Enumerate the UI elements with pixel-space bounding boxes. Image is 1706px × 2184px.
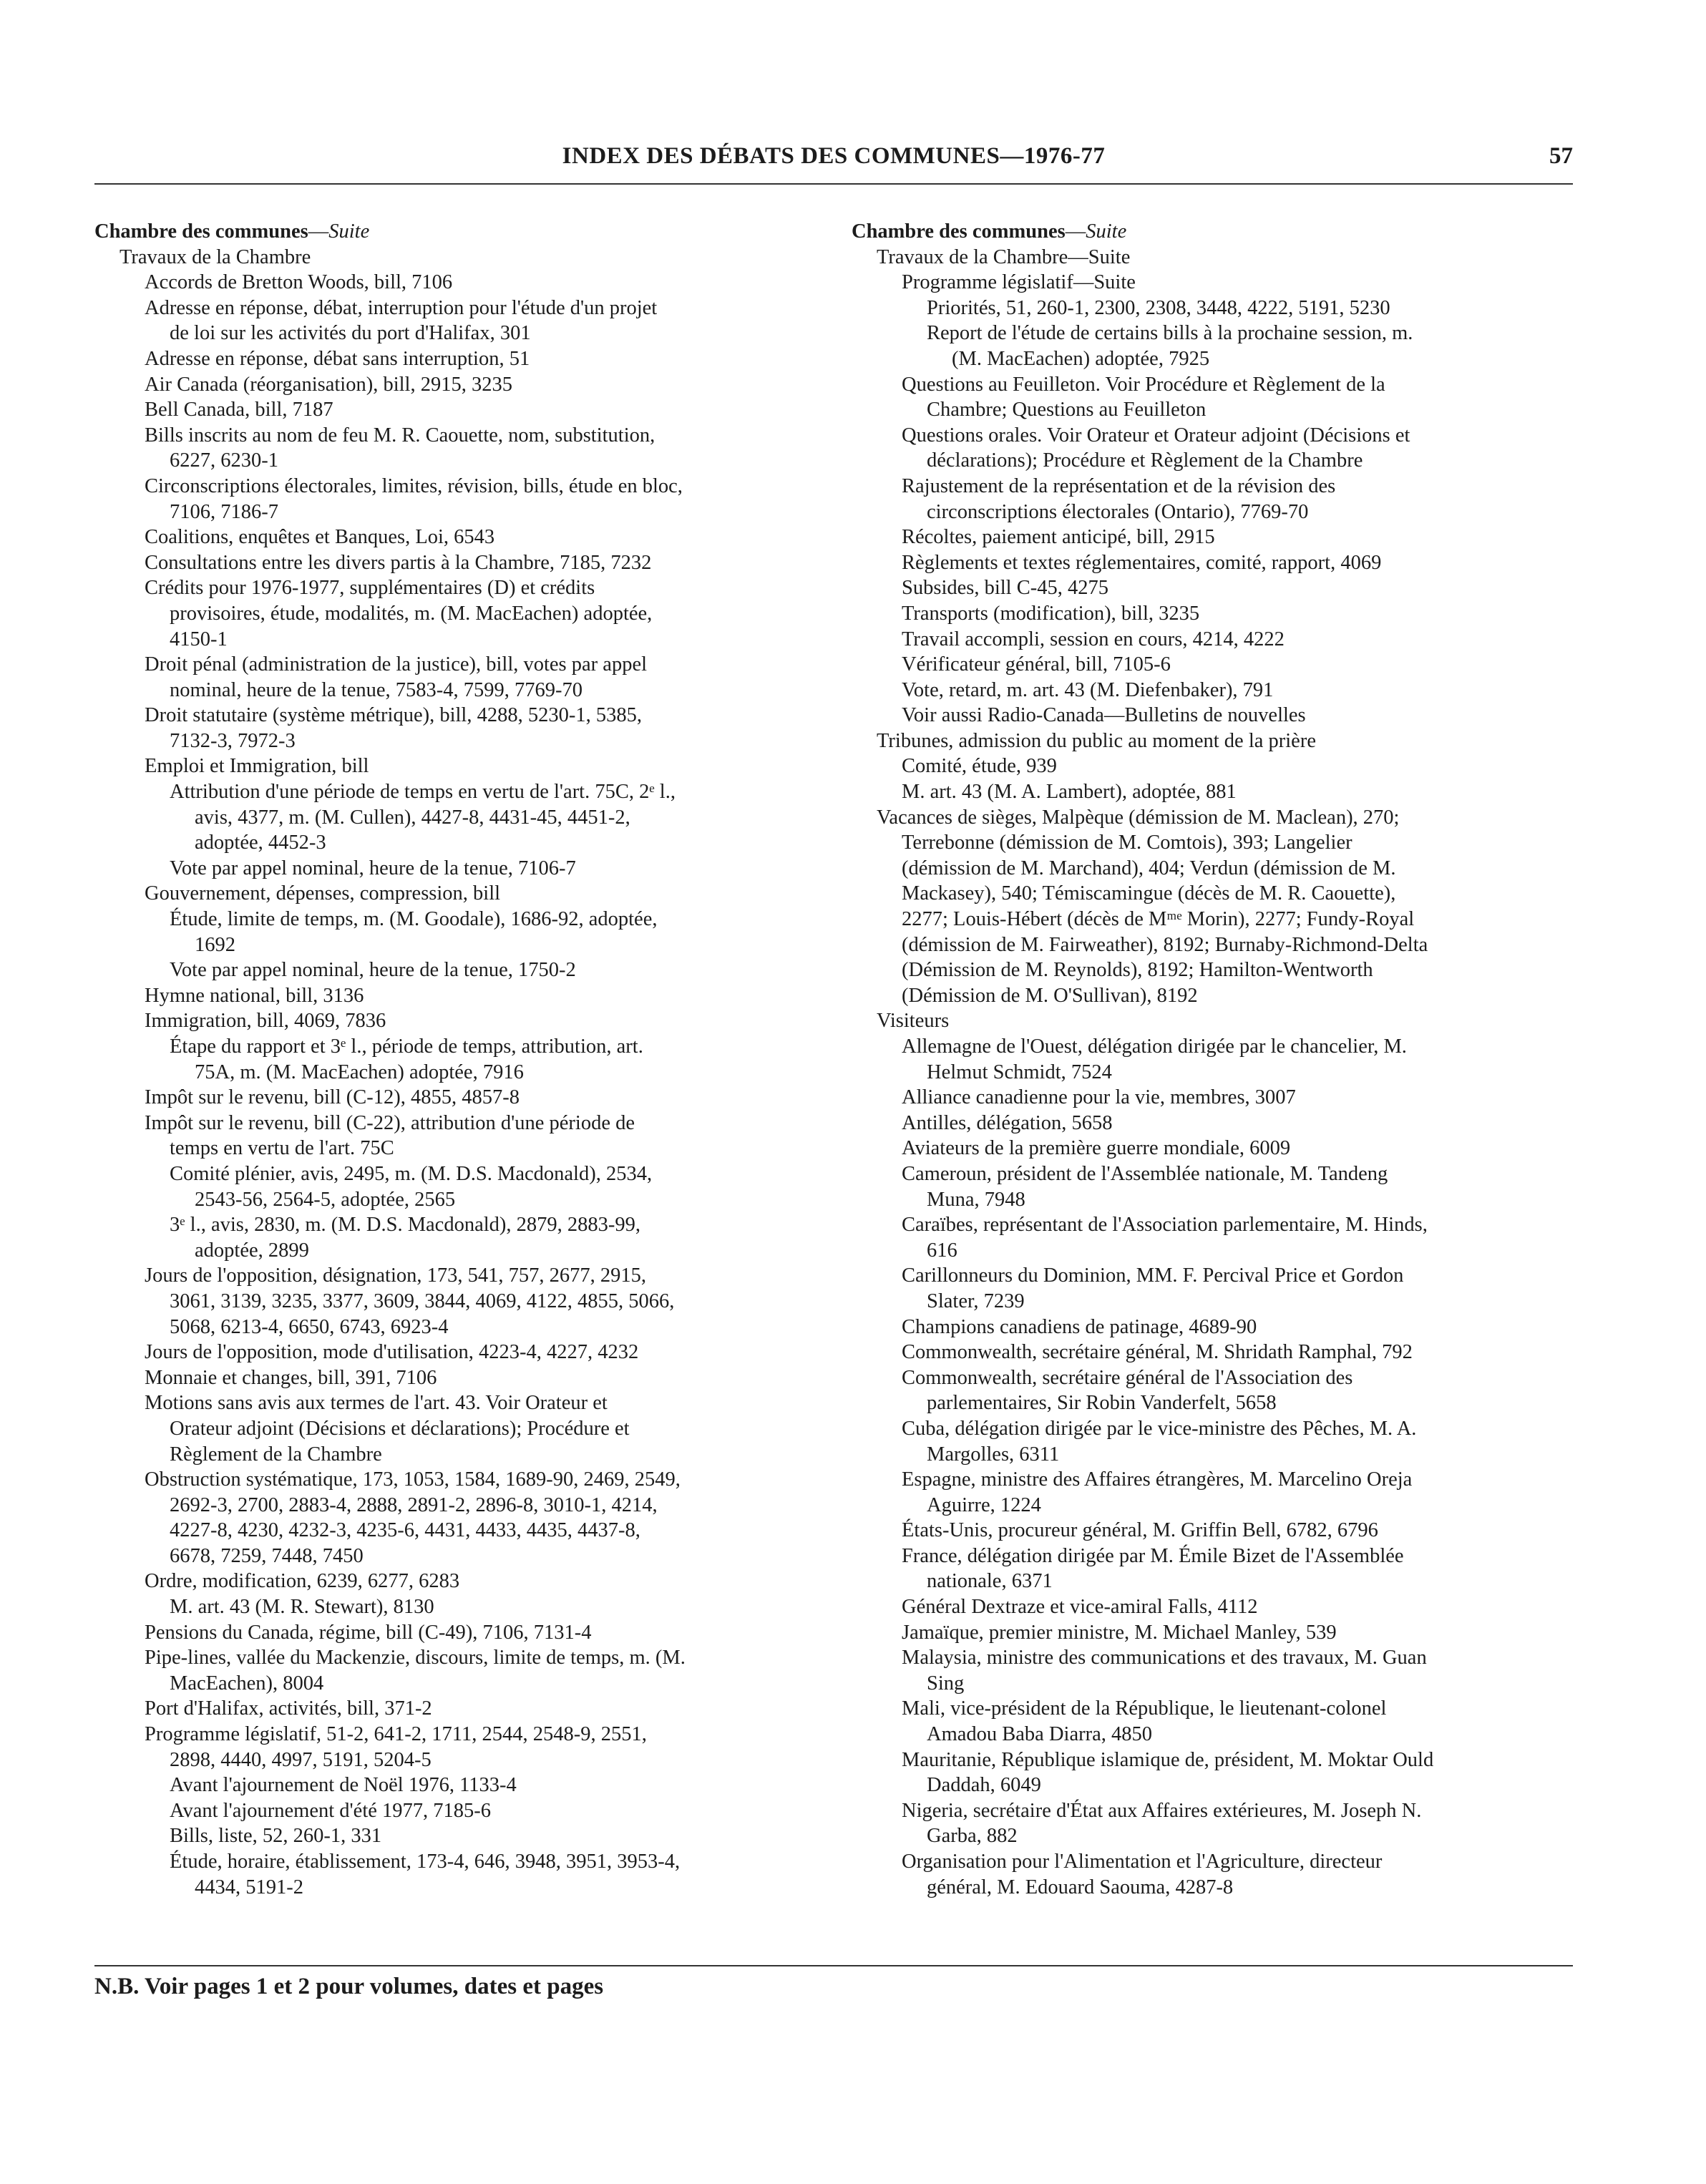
index-entry [852, 270, 1567, 296]
index-entry-continuation: 2277; Louis-Hébert (décès de Mᵐᵉ Morin), 2277; Fundy-Royal [902, 908, 1415, 931]
index-entry-text: Adresse en réponse, débat sans interruption, 51 [145, 347, 530, 370]
index-entry-continuation: 616 [927, 1239, 957, 1262]
index-entry-text: Caraïbes, représentant de l'Association parlementaire, M. Hinds, [902, 1214, 1428, 1237]
index-entry-text: Hymne national, bill, 3136 [145, 984, 364, 1007]
index-entry-text: Vote par appel nominal, heure de la tenue, 1750-2 [170, 959, 576, 982]
index-entry [852, 627, 1567, 653]
index-heading: Chambre des communes [852, 220, 1066, 243]
index-entry [94, 1722, 810, 1773]
index-entry-continuation: 4434, 5191-2 [195, 1876, 303, 1898]
index-entry-text: Étude, limite de temps, m. (M. Goodale), 1686-92, adoptée, [170, 908, 658, 931]
index-entry [852, 1315, 1567, 1340]
index-entry [852, 575, 1567, 601]
index-entry [94, 1340, 810, 1365]
index-entry-continuation: Helmut Schmidt, 7524 [927, 1061, 1112, 1083]
index-entry-continuation: 4227-8, 4230, 4232-3, 4235-6, 4431, 4433, 4435, 4437-8, [170, 1519, 640, 1542]
index-entry [852, 601, 1567, 627]
index-entry [94, 525, 810, 550]
index-entry-text: Organisation pour l'Alimentation et l'Agriculture, directeur [902, 1851, 1383, 1873]
index-entry-continuation: (démission de M. Marchand), 404; Verdun (démission de M. [902, 857, 1396, 879]
index-entry [852, 474, 1567, 525]
index-entry [94, 1365, 810, 1391]
index-entry-text: Commonwealth, secrétaire général, M. Shridath Ramphal, 792 [902, 1341, 1413, 1364]
index-entry [852, 1798, 1567, 1849]
index-entry [852, 1544, 1567, 1594]
index-entry-text: Programme législatif—Suite [902, 271, 1136, 294]
index-entry [852, 652, 1567, 678]
index-entry-continuation: MacEachen), 8004 [170, 1672, 324, 1695]
index-entry [94, 1620, 810, 1646]
index-entry-text: Travail accompli, session en cours, 4214, 4222 [902, 628, 1285, 650]
index-entry [94, 881, 810, 907]
page-number: 57 [1549, 143, 1573, 169]
index-entry [94, 1263, 810, 1340]
index-entry-continuation: (Démission de M. Reynolds), 8192; Hamilton-Wentworth [902, 959, 1373, 982]
index-entry [94, 1467, 810, 1569]
index-entry-text: Jours de l'opposition, mode d'utilisation, 4223-4, 4227, 4232 [145, 1341, 639, 1364]
index-entry-text: Jours de l'opposition, désignation, 173, 541, 757, 2677, 2915, [145, 1264, 646, 1287]
index-entry-text: Vérificateur général, bill, 7105-6 [902, 653, 1171, 676]
index-entry-text: Travaux de la Chambre [120, 245, 311, 268]
index-entry [94, 1594, 810, 1620]
index-entry-continuation: général, M. Edouard Saouma, 4287-8 [927, 1876, 1234, 1898]
index-entry-continuation: avis, 4377, m. (M. Cullen), 4427-8, 4431-45, 4451-2, [195, 806, 630, 829]
index-entry-text: Questions au Feuilleton. Voir Procédure et Règlement de la [902, 373, 1385, 396]
index-entry [94, 1823, 810, 1849]
footer-divider [94, 1965, 1573, 1966]
index-column-left [94, 219, 810, 1900]
index-entry [94, 245, 810, 270]
index-entry-text: Avant l'ajournement d'été 1977, 7185-6 [170, 1799, 492, 1822]
index-entry-continuation: (Démission de M. O'Sullivan), 8192 [902, 984, 1198, 1007]
index-entry [852, 423, 1567, 474]
index-entry-continuation: 6678, 7259, 7448, 7450 [170, 1544, 364, 1567]
index-entry [94, 652, 810, 703]
index-entry [852, 1416, 1567, 1467]
index-entry [94, 1696, 810, 1722]
index-entry-text: M. art. 43 (M. A. Lambert), adoptée, 881 [902, 781, 1237, 804]
index-entry-text: Antilles, délégation, 5658 [902, 1111, 1113, 1134]
index-entry-continuation: circonscriptions électorales (Ontario), 7769-70 [927, 500, 1309, 523]
index-entry-continuation: (M. MacEachen) adoptée, 7925 [952, 347, 1210, 370]
index-entry-text: 3ᵉ l., avis, 2830, m. (M. D.S. Macdonald), 2879, 2883-99, [170, 1214, 641, 1237]
index-entry-continuation: 1692 [195, 933, 235, 956]
index-entry [94, 1773, 810, 1798]
index-entry [852, 1467, 1567, 1518]
index-entry-text: Étude, horaire, établissement, 173-4, 646, 3948, 3951, 3953-4, [170, 1851, 681, 1873]
index-entry [852, 678, 1567, 703]
index-entry [94, 907, 810, 957]
index-entry-text: Règlements et textes réglementaires, comité, rapport, 4069 [902, 551, 1382, 574]
index-entry [852, 1136, 1567, 1161]
index-column-right [852, 219, 1567, 1900]
index-entry-text: Mali, vice-président de la République, le lieutenant-colonel [902, 1697, 1387, 1720]
index-entry-text: Travaux de la Chambre—Suite [877, 245, 1131, 268]
index-entry-text: Priorités, 51, 260-1, 2300, 2308, 3448, 4222, 5191, 5230 [927, 296, 1390, 319]
index-entry-text: Comité plénier, avis, 2495, m. (M. D.S. Macdonald), 2534, [170, 1162, 653, 1185]
index-entry [852, 1034, 1567, 1085]
index-entry [94, 1390, 810, 1467]
index-entry-continuation: nominal, heure de la tenue, 7583-4, 7599, 7769-70 [170, 678, 583, 701]
index-entry [852, 296, 1567, 321]
index-entry-text: Pipe-lines, vallée du Mackenzie, discours, limite de temps, m. (M. [145, 1647, 686, 1669]
index-entry-continuation: Garba, 882 [927, 1825, 1018, 1848]
index-entry-continuation: déclarations); Procédure et Règlement de la Chambre [927, 449, 1363, 472]
index-entry-continuation: nationale, 6371 [927, 1570, 1053, 1593]
index-entry-text: Coalitions, enquêtes et Banques, Loi, 6543 [145, 526, 495, 549]
index-entry-text: Bell Canada, bill, 7187 [145, 399, 333, 421]
index-heading-continued: Suite [1086, 220, 1127, 243]
index-entry [852, 1747, 1567, 1798]
index-entry-text: Droit statutaire (système métrique), bill, 4288, 5230-1, 5385, [145, 704, 642, 727]
index-entry-continuation: 2898, 4440, 4997, 5191, 5204-5 [170, 1748, 432, 1771]
index-entry-continuation: 3061, 3139, 3235, 3377, 3609, 3844, 4069, 4122, 4855, 5066, [170, 1290, 675, 1312]
page-header [94, 143, 1573, 185]
index-entry-continuation: provisoires, étude, modalités, m. (M. MacEachen) adoptée, [170, 602, 653, 625]
index-entry-text: Voir aussi Radio-Canada—Bulletins de nouvelles [902, 704, 1306, 727]
index-entry [852, 1008, 1567, 1034]
index-entry-text: Jamaïque, premier ministre, M. Michael Manley, 539 [902, 1621, 1337, 1644]
index-entry-continuation: Daddah, 6049 [927, 1774, 1041, 1797]
index-entry-text: Questions orales. Voir Orateur et Orateur adjoint (Décisions et [902, 424, 1410, 447]
index-entry [852, 1645, 1567, 1696]
index-entry-text: Attribution d'une période de temps en vertu de l'art. 75C, 2ᵉ l., [170, 781, 676, 804]
index-entry-text: Port d'Halifax, activités, bill, 371-2 [145, 1697, 432, 1720]
index-entry-text: Cameroun, président de l'Assemblée nationale, M. Tandeng [902, 1162, 1388, 1185]
index-entry-text: Espagne, ministre des Affaires étrangères, M. Marcelino Oreja [902, 1468, 1413, 1491]
index-entry-text: Emploi et Immigration, bill [145, 755, 369, 778]
index-entry [94, 575, 810, 652]
index-entry [852, 728, 1567, 754]
index-entry-continuation: Sing [927, 1672, 965, 1695]
index-entry-continuation: adoptée, 2899 [195, 1239, 309, 1262]
index-heading-dash: — [1065, 220, 1086, 243]
page-title: INDEX DES DÉBATS DES COMMUNES—1976-77 [562, 143, 1106, 169]
index-entry-continuation: 2692-3, 2700, 2883-4, 2888, 2891-2, 2896-8, 3010-1, 4214, [170, 1493, 658, 1516]
index-entry-text: Pensions du Canada, régime, bill (C-49), 7106, 7131-4 [145, 1621, 592, 1644]
index-entry [94, 957, 810, 983]
index-entry [852, 1111, 1567, 1136]
index-entry-continuation: Orateur adjoint (Décisions et déclarations); Procédure et [170, 1417, 630, 1440]
index-entry-continuation: Règlement de la Chambre [170, 1443, 382, 1466]
index-entry [852, 219, 1567, 245]
index-entry [852, 550, 1567, 576]
index-entry [94, 1161, 810, 1212]
index-entry-text: Vote par appel nominal, heure de la tenue, 7106-7 [170, 857, 576, 879]
index-entry-text: Champions canadiens de patinage, 4689-90 [902, 1315, 1257, 1338]
index-entry [852, 372, 1567, 423]
index-entry [94, 703, 810, 754]
index-entry-text: Impôt sur le revenu, bill (C-12), 4855, 4857-8 [145, 1086, 520, 1109]
index-entry-continuation: temps en vertu de l'art. 75C [170, 1137, 394, 1160]
index-entry-text: Étape du rapport et 3ᵉ l., période de temps, attribution, art. [170, 1035, 643, 1058]
index-entry [852, 703, 1567, 728]
index-entry [94, 1849, 810, 1900]
index-entry-text: Mauritanie, République islamique de, président, M. Moktar Ould [902, 1748, 1434, 1771]
index-entry-text: Consultations entre les divers partis à la Chambre, 7185, 7232 [145, 551, 652, 574]
index-entry-text: M. art. 43 (M. R. Stewart), 8130 [170, 1596, 434, 1619]
index-heading: Chambre des communes [94, 220, 308, 243]
index-entry-text: Rajustement de la représentation et de la révision des [902, 474, 1336, 497]
index-entry [94, 1111, 810, 1161]
index-entry-text: Carillonneurs du Dominion, MM. F. Percival Price et Gordon [902, 1264, 1404, 1287]
index-entry-continuation: adoptée, 4452-3 [195, 832, 326, 854]
index-entry-text: Aviateurs de la première guerre mondiale, 6009 [902, 1137, 1291, 1160]
index-entry-continuation: Amadou Baba Diarra, 4850 [927, 1723, 1152, 1746]
index-entry-continuation: 5068, 6213-4, 6650, 6743, 6923-4 [170, 1315, 449, 1338]
index-entry-continuation: 7106, 7186-7 [170, 500, 278, 523]
index-entry-text: Subsides, bill C-45, 4275 [902, 577, 1108, 600]
index-entry [852, 1263, 1567, 1314]
index-entry [94, 1569, 810, 1594]
index-entry-text: Bills, liste, 52, 260-1, 331 [170, 1825, 382, 1848]
index-entry-text: Comité, étude, 939 [902, 755, 1057, 778]
index-entry-text: Malaysia, ministre des communications et des travaux, M. Guan [902, 1647, 1427, 1669]
index-entry-continuation: 7132-3, 7972-3 [170, 729, 296, 752]
index-entry [852, 1340, 1567, 1365]
index-entry-continuation: de loi sur les activités du port d'Halifax, 301 [170, 322, 531, 345]
index-entry [94, 983, 810, 1009]
index-entry [94, 1798, 810, 1824]
index-entry [94, 346, 810, 372]
index-entry [94, 219, 810, 245]
index-entry [94, 270, 810, 296]
index-entry-continuation: 4150-1 [170, 628, 228, 650]
index-entry-text: Ordre, modification, 6239, 6277, 6283 [145, 1570, 460, 1593]
index-entry-text: Visiteurs [877, 1010, 950, 1033]
index-entry [852, 1212, 1567, 1263]
index-entry [94, 474, 810, 525]
index-entry-continuation: (démission de M. Fairweather), 8192; Burnaby-Richmond-Delta [902, 933, 1428, 956]
index-entry-continuation: Mackasey), 540; Témiscamingue (décès de M. R. Caouette), [902, 882, 1396, 905]
index-entry-text: Air Canada (réorganisation), bill, 2915, 3235 [145, 373, 512, 396]
index-entry [94, 1212, 810, 1263]
index-entry-continuation: Aguirre, 1224 [927, 1493, 1041, 1516]
index-entry-text: Commonwealth, secrétaire général de l'Association des [902, 1366, 1353, 1389]
index-entry [852, 1849, 1567, 1900]
index-entry [852, 321, 1567, 371]
index-entry-continuation: 6227, 6230-1 [170, 449, 278, 472]
index-entry [94, 856, 810, 882]
index-entry [94, 372, 810, 398]
index-entry-text: Monnaie et changes, bill, 391, 7106 [145, 1366, 437, 1389]
index-entry [94, 1645, 810, 1696]
index-entry [94, 423, 810, 474]
index-entry-text: Cuba, délégation dirigée par le vice-ministre des Pêches, M. A. [902, 1417, 1417, 1440]
index-entry-text: Droit pénal (administration de la justice), bill, votes par appel [145, 653, 648, 676]
index-entry-text: Obstruction systématique, 173, 1053, 1584, 1689-90, 2469, 2549, [145, 1468, 681, 1491]
index-entry-text: Alliance canadienne pour la vie, membres, 3007 [902, 1086, 1296, 1109]
index-entry [852, 754, 1567, 779]
index-entry-continuation: Muna, 7948 [927, 1188, 1025, 1211]
index-entry-text: Programme législatif, 51-2, 641-2, 1711, 2544, 2548-9, 2551, [145, 1723, 647, 1746]
index-entry [852, 245, 1567, 270]
index-entry [94, 296, 810, 346]
index-entry-continuation: 75A, m. (M. MacEachen) adoptée, 7916 [195, 1061, 524, 1083]
index-entry-text: Allemagne de l'Ouest, délégation dirigée par le chancelier, M. [902, 1035, 1407, 1058]
index-entry-text: États-Unis, procureur général, M. Griffin Bell, 6782, 6796 [902, 1519, 1378, 1542]
index-entry [852, 1161, 1567, 1212]
index-entry [852, 1365, 1567, 1416]
index-entry-continuation: Slater, 7239 [927, 1290, 1025, 1312]
index-entry [94, 1034, 810, 1085]
index-entry-text: Immigration, bill, 4069, 7836 [145, 1010, 386, 1033]
index-entry-text: Bills inscrits au nom de feu M. R. Caouette, nom, substitution, [145, 424, 655, 447]
index-entry-text: France, délégation dirigée par M. Émile Bizet de l'Assemblée [902, 1544, 1404, 1567]
index-entry-continuation: parlementaires, Sir Robin Vanderfelt, 5658 [927, 1392, 1277, 1415]
index-entry-text: Gouvernement, dépenses, compression, bill [145, 882, 501, 905]
index-entry-text: Général Dextraze et vice-amiral Falls, 4112 [902, 1596, 1258, 1619]
index-entry-text: Tribunes, admission du public au moment de la prière [877, 729, 1316, 752]
index-entry [852, 1696, 1567, 1747]
index-entry-continuation: Margolles, 6311 [927, 1443, 1060, 1466]
index-heading-continued: Suite [328, 220, 370, 243]
index-entry-continuation: Terrebonne (démission de M. Comtois), 393; Langelier [902, 832, 1352, 854]
index-entry-text: Adresse en réponse, débat, interruption pour l'étude d'un projet [145, 296, 658, 319]
index-entry-text: Vote, retard, m. art. 43 (M. Diefenbaker), 791 [902, 678, 1274, 701]
index-entry [94, 754, 810, 779]
index-entry-text: Motions sans avis aux termes de l'art. 43. Voir Orateur et [145, 1392, 608, 1415]
index-entry [852, 1620, 1567, 1646]
index-entry-text: Report de l'étude de certains bills à la prochaine session, m. [927, 322, 1413, 345]
index-entry-text: Crédits pour 1976-1977, supplémentaires (D) et crédits [145, 577, 595, 600]
footer-note: N.B. Voir pages 1 et 2 pour volumes, dates et pages [94, 1974, 604, 1999]
index-entry [94, 550, 810, 576]
index-entry [94, 1008, 810, 1034]
index-entry [94, 397, 810, 423]
index-entry [852, 1518, 1567, 1544]
index-entry [852, 1594, 1567, 1620]
index-entry [852, 1085, 1567, 1111]
index-entry-text: Circonscriptions électorales, limites, révision, bills, étude en bloc, [145, 474, 683, 497]
index-entry [852, 525, 1567, 550]
index-entry-text: Avant l'ajournement de Noël 1976, 1133-4 [170, 1774, 517, 1797]
index-entry-text: Nigeria, secrétaire d'État aux Affaires extérieures, M. Joseph N. [902, 1799, 1422, 1822]
index-entry-text: Impôt sur le revenu, bill (C-22), attribution d'une période de [145, 1111, 635, 1134]
index-entry [94, 779, 810, 856]
index-entry [94, 1085, 810, 1111]
index-entry [852, 805, 1567, 1009]
index-entry-text: Récoltes, paiement anticipé, bill, 2915 [902, 526, 1215, 549]
index-entry-text: Transports (modification), bill, 3235 [902, 602, 1200, 625]
index-entry-text: Accords de Bretton Woods, bill, 7106 [145, 271, 453, 294]
index-entry-continuation: 2543-56, 2564-5, adoptée, 2565 [195, 1188, 456, 1211]
index-entry [852, 779, 1567, 805]
index-entry-continuation: Chambre; Questions au Feuilleton [927, 399, 1207, 421]
index-heading-dash: — [308, 220, 329, 243]
index-entry-text: Vacances de sièges, Malpèque (démission de M. Maclean), 270; [877, 806, 1400, 829]
